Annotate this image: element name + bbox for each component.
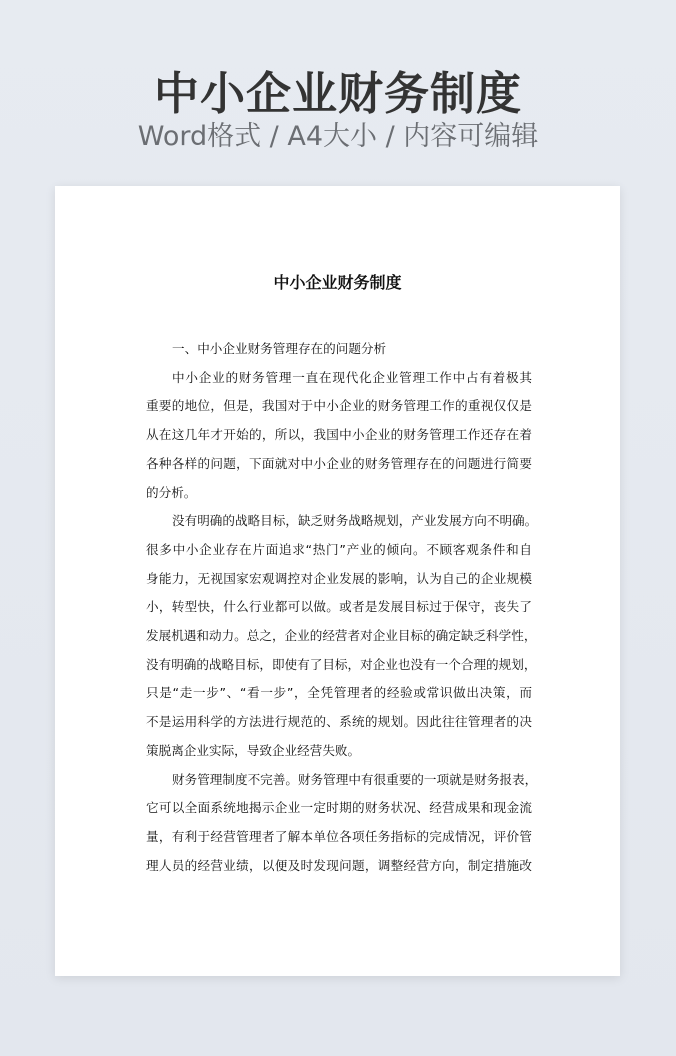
text-line: 从在这几年才开始的，所以，我国中小企业的财务管理工作还存在着 [146, 427, 532, 443]
promo-banner [0, 0, 676, 186]
text-line: 重要的地位，但是，我国对于中小企业的财务管理工作的重视仅仅是 [146, 398, 532, 414]
text-line: 量，有利于经营管理者了解本单位各项任务指标的完成情况，评价管 [146, 828, 532, 844]
document-title: 中小企业财务制度 [273, 273, 402, 292]
paragraph-1 [146, 364, 532, 508]
section-heading: 一、中小企业财务管理存在的问题分析 [172, 341, 387, 356]
text-line: 策脱离企业实际，导致企业经营失败。 [146, 742, 361, 758]
text-line: 只是“走一步”、“看一步”，全凭管理者的经验或常识做出决策，而 [146, 685, 532, 701]
text-line: 不是运用科学的方法进行规范的、系统的规划。因此往往管理者的决 [146, 714, 532, 730]
text-line: 没有明确的战略目标，缺乏财务战略规划，产业发展方向不明确。 [172, 513, 538, 529]
banner-title: 中小企业财务制度 [153, 67, 522, 120]
document-page [55, 186, 620, 976]
text-line: 身能力，无视国家宏观调控对企业发展的影响，认为自己的企业规模 [146, 570, 532, 586]
text-line: 小，转型快，什么行业都可以做。或者是发展目标过于保守，丧失了 [146, 599, 532, 615]
text-line: 中小企业的财务管理一直在现代化企业管理工作中占有着极其 [172, 369, 532, 385]
text-line: 没有明确的战略目标，即使有了目标，对企业也没有一个合理的规划， [146, 656, 537, 672]
text-line: 很多中小企业存在片面追求“热门”产业的倾向。不顾客观条件和自 [146, 541, 532, 557]
text-line: 各种各样的问题，下面就对中小企业的财务管理存在的问题进行简要 [146, 455, 532, 471]
text-line: 财务管理制度不完善。财务管理中有很重要的一项就是财务报表， [172, 771, 538, 787]
banner-subtitle: Word格式 / A4大小 / 内容可编辑 [137, 121, 539, 152]
document-body [146, 335, 538, 880]
text-line: 的分析。 [146, 484, 197, 500]
text-line: 它可以全面系统地揭示企业一定时期的财务状况、经营成果和现金流 [146, 800, 532, 816]
paragraph-2 [146, 507, 538, 765]
paragraph-3 [146, 766, 538, 881]
text-line: 理人员的经营业绩，以便及时发现问题，调整经营方向，制定措施改 [146, 857, 532, 873]
text-line: 发展机遇和动力。总之，企业的经营者对企业目标的确定缺乏科学性， [146, 628, 537, 644]
